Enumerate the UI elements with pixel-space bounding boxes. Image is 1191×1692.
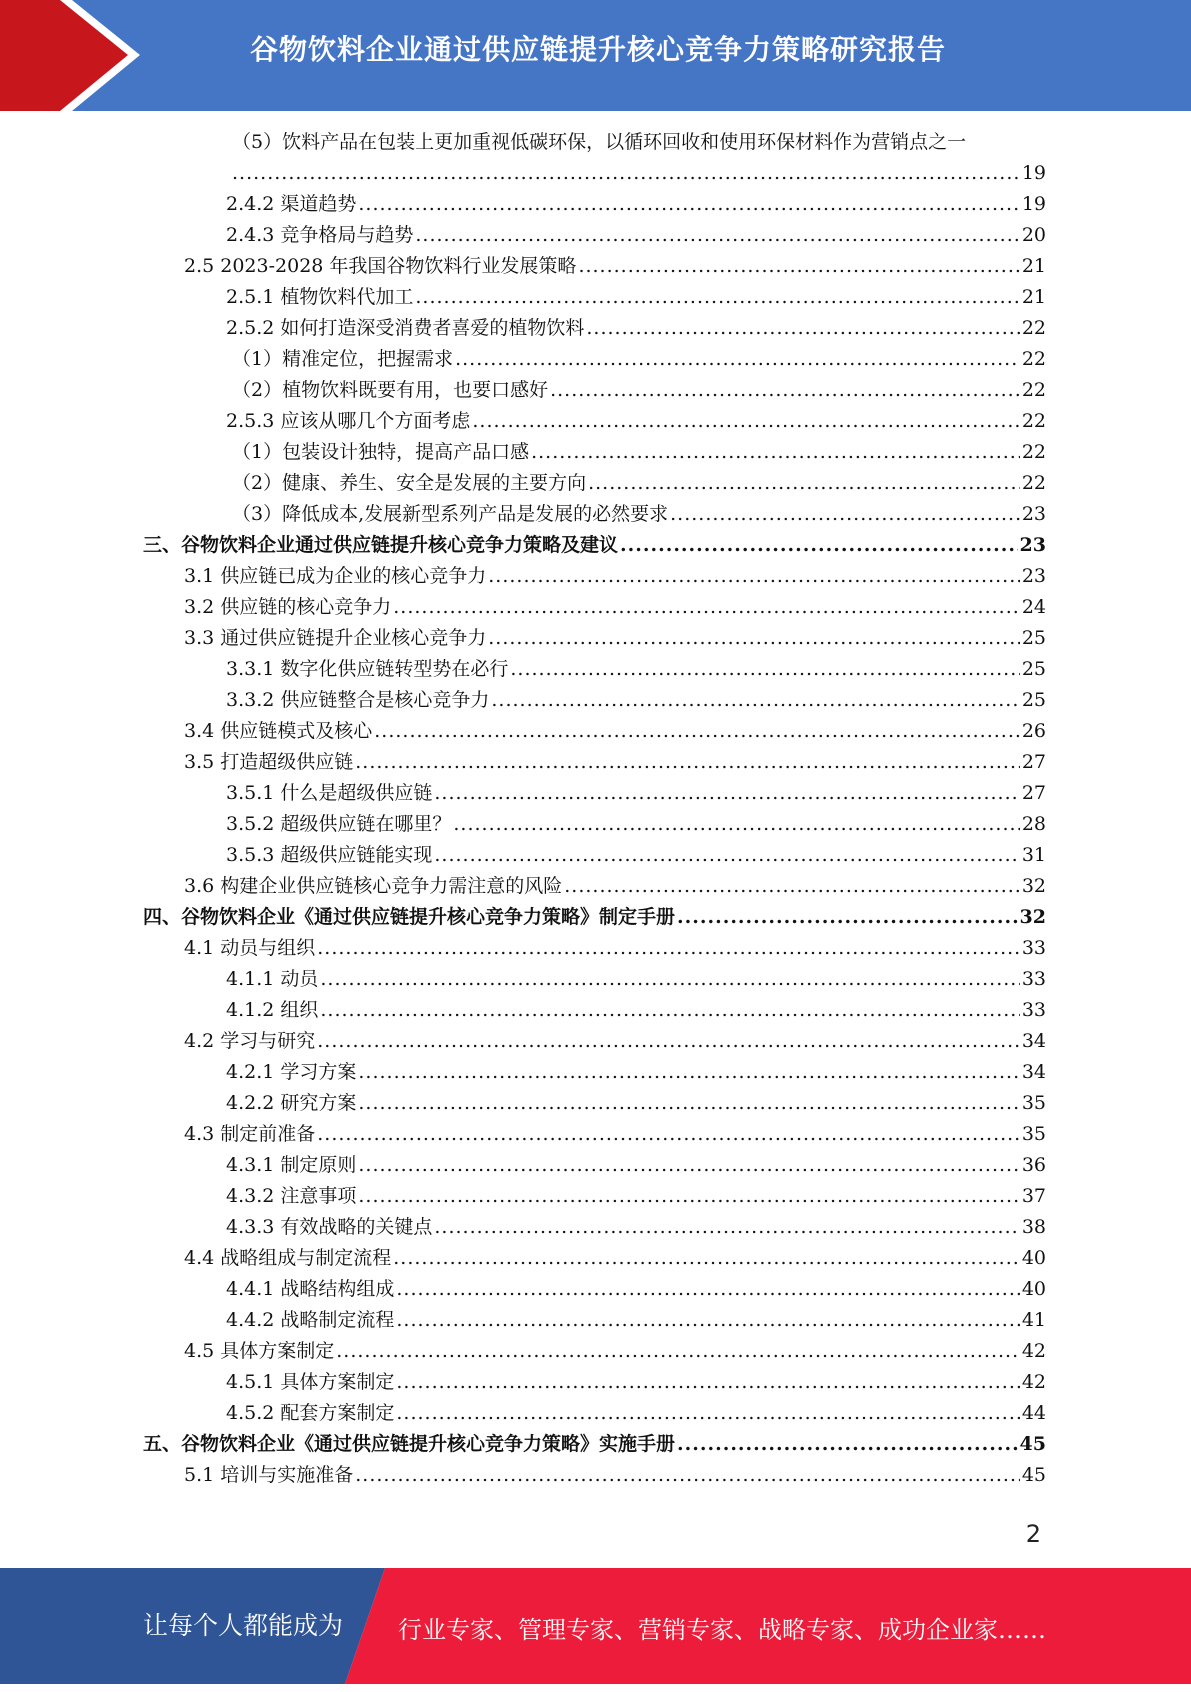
toc-page-number: 23 xyxy=(1021,565,1046,587)
toc-entry[interactable] xyxy=(184,592,1046,623)
toc-entry-label: 四、谷物饮料企业《通过供应链提升核心竞争力策略》制定手册 xyxy=(143,906,676,928)
toc-leader xyxy=(434,840,1019,871)
toc-entry-label: 3.6 构建企业供应链核心竞争力需注意的风险 xyxy=(184,875,563,897)
toc-entry-label: 4.4.1 战略结构组成 xyxy=(226,1278,395,1300)
toc-entry-label: 2.5.1 植物饮料代加工 xyxy=(226,286,414,308)
toc-entry-label: 4.2.1 学习方案 xyxy=(226,1061,357,1083)
toc-leader xyxy=(358,1088,1019,1119)
toc-entry[interactable] xyxy=(226,1274,1046,1305)
toc-entry-label: （1）精准定位，把握需求 xyxy=(232,348,454,370)
toc-leader xyxy=(620,530,1018,561)
toc-page-number: 19 xyxy=(1021,162,1046,184)
report-footer xyxy=(0,1568,1191,1684)
toc-page-number: 22 xyxy=(1021,410,1046,432)
toc-entry-label: 4.3.1 制定原则 xyxy=(226,1154,357,1176)
toc-entry-label: 4.4 战略组成与制定流程 xyxy=(184,1247,392,1269)
toc-leader xyxy=(488,561,1020,592)
toc-entry[interactable] xyxy=(184,871,1046,902)
toc-entry-label: 4.5 具体方案制定 xyxy=(184,1340,335,1362)
toc-entry[interactable] xyxy=(232,158,1046,189)
toc-entry[interactable] xyxy=(226,1305,1046,1336)
toc-page-number: 44 xyxy=(1021,1402,1046,1424)
toc-page-number: 22 xyxy=(1021,348,1046,370)
toc-entry[interactable] xyxy=(226,313,1046,344)
toc-entry-label: （1）包装设计独特，提高产品口感 xyxy=(232,441,530,463)
toc-leader xyxy=(510,654,1019,685)
toc-entry[interactable] xyxy=(226,189,1046,220)
toc-entry-label: 5.1 培训与实施准备 xyxy=(184,1464,354,1486)
toc-page-number: 22 xyxy=(1021,379,1046,401)
toc-page-number: 38 xyxy=(1021,1216,1046,1238)
footer-slogan-left: 让每个人都能成为 xyxy=(143,1611,344,1640)
toc-leader xyxy=(434,778,1019,809)
toc-leader xyxy=(677,902,1018,933)
toc-entry-label: 4.3.3 有效战略的关键点 xyxy=(226,1216,433,1238)
toc-page-number: 31 xyxy=(1021,844,1046,866)
toc-leader xyxy=(453,809,1019,840)
toc-page-number: 20 xyxy=(1021,224,1046,246)
toc-leader xyxy=(358,1181,1019,1212)
toc-page-number: 36 xyxy=(1021,1154,1046,1176)
toc-leader xyxy=(358,1057,1019,1088)
toc-page-number: 27 xyxy=(1021,782,1046,804)
toc-entry[interactable] xyxy=(226,964,1046,995)
toc-entry-label: （2）健康、养生、安全是发展的主要方向 xyxy=(232,472,587,494)
toc-entry[interactable] xyxy=(232,344,1046,375)
toc-leader xyxy=(472,406,1019,437)
toc-leader xyxy=(491,685,1019,716)
toc-chapter-entry[interactable] xyxy=(143,902,1046,933)
toc-entry[interactable] xyxy=(226,1088,1046,1119)
toc-entry-label: （5）饮料产品在包装上更加重视低碳环保，以循环回收和使用环保材料作为营销点之一 xyxy=(232,131,967,153)
toc-page-number: 26 xyxy=(1021,720,1046,742)
toc-leader xyxy=(336,1336,1020,1367)
toc-entry-label: 4.3.2 注意事项 xyxy=(226,1185,357,1207)
toc-page-number: 32 xyxy=(1019,906,1046,928)
toc-entry-label: 4.5.2 配套方案制定 xyxy=(226,1402,395,1424)
toc-page-number: 34 xyxy=(1021,1061,1046,1083)
toc-page-number: 41 xyxy=(1021,1309,1046,1331)
toc-entry[interactable] xyxy=(226,1181,1046,1212)
toc-leader xyxy=(488,623,1020,654)
page-number: 2 xyxy=(1025,1520,1041,1548)
toc-leader xyxy=(415,220,1019,251)
footer-slogan-right: 行业专家、管理专家、营销专家、战略专家、成功企业家…… xyxy=(398,1616,1046,1644)
toc-entry-label: 2.5.3 应该从哪几个方面考虑 xyxy=(226,410,471,432)
toc-entry-label: 2.5 2023-2028 年我国谷物饮料行业发展策略 xyxy=(184,255,577,277)
toc-leader xyxy=(677,1429,1018,1460)
toc-leader xyxy=(396,1305,1019,1336)
toc-page-number: 33 xyxy=(1021,968,1046,990)
toc-entry-label: 4.5.1 具体方案制定 xyxy=(226,1371,395,1393)
toc-leader xyxy=(396,1274,1019,1305)
toc-entry-label: 3.4 供应链模式及核心 xyxy=(184,720,373,742)
toc-entry-label: 五、谷物饮料企业《通过供应链提升核心竞争力策略》实施手册 xyxy=(143,1433,676,1455)
toc-page-number: 25 xyxy=(1021,689,1046,711)
toc-entry[interactable] xyxy=(226,778,1046,809)
toc-page-number: 42 xyxy=(1021,1340,1046,1362)
toc-leader xyxy=(317,1119,1020,1150)
toc-entry[interactable] xyxy=(226,654,1046,685)
toc-page-number: 19 xyxy=(1021,193,1046,215)
toc-entry-label: 3.1 供应链已成为企业的核心竞争力 xyxy=(184,565,487,587)
toc-entry-label: 3.5.1 什么是超级供应链 xyxy=(226,782,433,804)
toc-page-number: 40 xyxy=(1021,1247,1046,1269)
toc-page-number: 37 xyxy=(1021,1185,1046,1207)
toc-entry-label: 3.3 通过供应链提升企业核心竞争力 xyxy=(184,627,487,649)
toc-page-number: 40 xyxy=(1021,1278,1046,1300)
toc-entry-label: 三、谷物饮料企业通过供应链提升核心竞争力策略及建议 xyxy=(143,534,619,556)
toc-entry[interactable] xyxy=(226,1398,1046,1429)
toc-page-number: 22 xyxy=(1021,317,1046,339)
toc-leader xyxy=(434,1212,1019,1243)
toc-leader xyxy=(232,158,1020,189)
toc-page-number: 21 xyxy=(1021,286,1046,308)
toc-entry-label: 4.1 动员与组织 xyxy=(184,937,316,959)
toc-entry-label: 3.3.2 供应链整合是核心竞争力 xyxy=(226,689,490,711)
toc-entry[interactable] xyxy=(226,1057,1046,1088)
toc-entry[interactable] xyxy=(232,437,1046,468)
toc-entry-label: 4.2 学习与研究 xyxy=(184,1030,316,1052)
toc-entry-label: 3.5 打造超级供应链 xyxy=(184,751,354,773)
toc-entry[interactable] xyxy=(184,561,1046,592)
toc-entry[interactable] xyxy=(226,1367,1046,1398)
toc-leader xyxy=(320,995,1019,1026)
toc-entry[interactable] xyxy=(184,251,1046,282)
toc-page-number: 22 xyxy=(1021,441,1046,463)
toc-leader xyxy=(393,1243,1020,1274)
toc-page-number: 45 xyxy=(1021,1464,1046,1486)
toc-leader xyxy=(531,437,1020,468)
toc-entry[interactable] xyxy=(184,747,1046,778)
toc-entry[interactable] xyxy=(232,375,1046,406)
toc-page-number: 45 xyxy=(1019,1433,1046,1455)
toc-leader xyxy=(586,313,1019,344)
toc-entry[interactable] xyxy=(184,1336,1046,1367)
toc-page-number: 24 xyxy=(1021,596,1046,618)
toc-page-number: 28 xyxy=(1021,813,1046,835)
toc-page-number: 33 xyxy=(1021,937,1046,959)
toc-entry[interactable] xyxy=(184,1119,1046,1150)
toc-entry[interactable] xyxy=(184,716,1046,747)
toc-page-number: 32 xyxy=(1021,875,1046,897)
toc-leader xyxy=(455,344,1020,375)
toc-entry[interactable] xyxy=(226,1150,1046,1181)
toc-entry-label: 2.4.2 渠道趋势 xyxy=(226,193,357,215)
toc-entry-label: 2.5.2 如何打造深受消费者喜爱的植物饮料 xyxy=(226,317,585,339)
toc-entry[interactable] xyxy=(226,282,1046,313)
toc-entry[interactable] xyxy=(184,933,1046,964)
toc-entry[interactable] xyxy=(226,685,1046,716)
toc-page-number: 27 xyxy=(1021,751,1046,773)
toc-page-number: 42 xyxy=(1021,1371,1046,1393)
toc-leader xyxy=(588,468,1020,499)
toc-leader xyxy=(564,871,1020,902)
toc-leader xyxy=(415,282,1019,313)
toc-page-number: 25 xyxy=(1021,627,1046,649)
toc-entry[interactable] xyxy=(232,499,1046,530)
report-title: 谷物饮料企业通过供应链提升核心竞争力策略研究报告 xyxy=(250,33,947,66)
toc-page-number: 23 xyxy=(1019,534,1046,556)
toc-entry[interactable] xyxy=(184,623,1046,654)
toc-entry[interactable] xyxy=(184,1243,1046,1274)
toc-entry-label: 4.4.2 战略制定流程 xyxy=(226,1309,395,1331)
toc-entry[interactable] xyxy=(226,406,1046,437)
toc-leader xyxy=(317,1026,1020,1057)
toc-entry-label: 4.2.2 研究方案 xyxy=(226,1092,357,1114)
toc-entry-label: （2）植物饮料既要有用，也要口感好 xyxy=(232,379,549,401)
toc-entry[interactable] xyxy=(184,1460,1046,1491)
toc-page-number: 33 xyxy=(1021,999,1046,1021)
toc-entry[interactable] xyxy=(226,809,1046,840)
toc-page-number: 23 xyxy=(1021,503,1046,525)
toc-page-number: 22 xyxy=(1021,472,1046,494)
toc-page-number: 21 xyxy=(1021,255,1046,277)
toc-leader xyxy=(396,1367,1019,1398)
toc-chapter-entry[interactable] xyxy=(143,530,1046,561)
toc-leader xyxy=(578,251,1019,282)
toc-entry-label: 4.3 制定前准备 xyxy=(184,1123,316,1145)
toc-entry-label: 3.2 供应链的核心竞争力 xyxy=(184,596,392,618)
toc-entry-label: 3.5.2 超级供应链在哪里？ xyxy=(226,813,452,835)
toc-entry-label: 3.3.1 数字化供应链转型势在必行 xyxy=(226,658,509,680)
toc-leader xyxy=(670,499,1020,530)
toc-page-number: 34 xyxy=(1021,1030,1046,1052)
toc-entry[interactable] xyxy=(226,220,1046,251)
toc-leader xyxy=(355,1460,1020,1491)
toc-entry-label: 4.1.2 组织 xyxy=(226,999,319,1021)
toc-leader xyxy=(396,1398,1019,1429)
toc-leader xyxy=(393,592,1020,623)
report-header xyxy=(0,0,1191,111)
toc-leader xyxy=(358,189,1019,220)
toc-leader xyxy=(317,933,1020,964)
toc-entry[interactable] xyxy=(226,995,1046,1026)
toc-leader xyxy=(358,1150,1019,1181)
toc-chapter-entry[interactable] xyxy=(143,1429,1046,1460)
toc-entry-label: 3.5.3 超级供应链能实现 xyxy=(226,844,433,866)
toc-entry-label: 2.4.3 竞争格局与趋势 xyxy=(226,224,414,246)
toc-leader xyxy=(374,716,1020,747)
toc-leader xyxy=(550,375,1020,406)
toc-leader xyxy=(355,747,1020,778)
toc-leader xyxy=(320,964,1019,995)
toc-page-number: 25 xyxy=(1021,658,1046,680)
toc-page-number: 35 xyxy=(1021,1092,1046,1114)
toc-entry[interactable] xyxy=(226,840,1046,871)
toc-page-number: 35 xyxy=(1021,1123,1046,1145)
toc-entry-label: 4.1.1 动员 xyxy=(226,968,319,990)
toc-entry-label: （3）降低成本,发展新型系列产品是发展的必然要求 xyxy=(232,503,669,525)
toc-entry[interactable] xyxy=(184,1026,1046,1057)
toc-entry[interactable] xyxy=(232,468,1046,499)
toc-entry[interactable] xyxy=(226,1212,1046,1243)
